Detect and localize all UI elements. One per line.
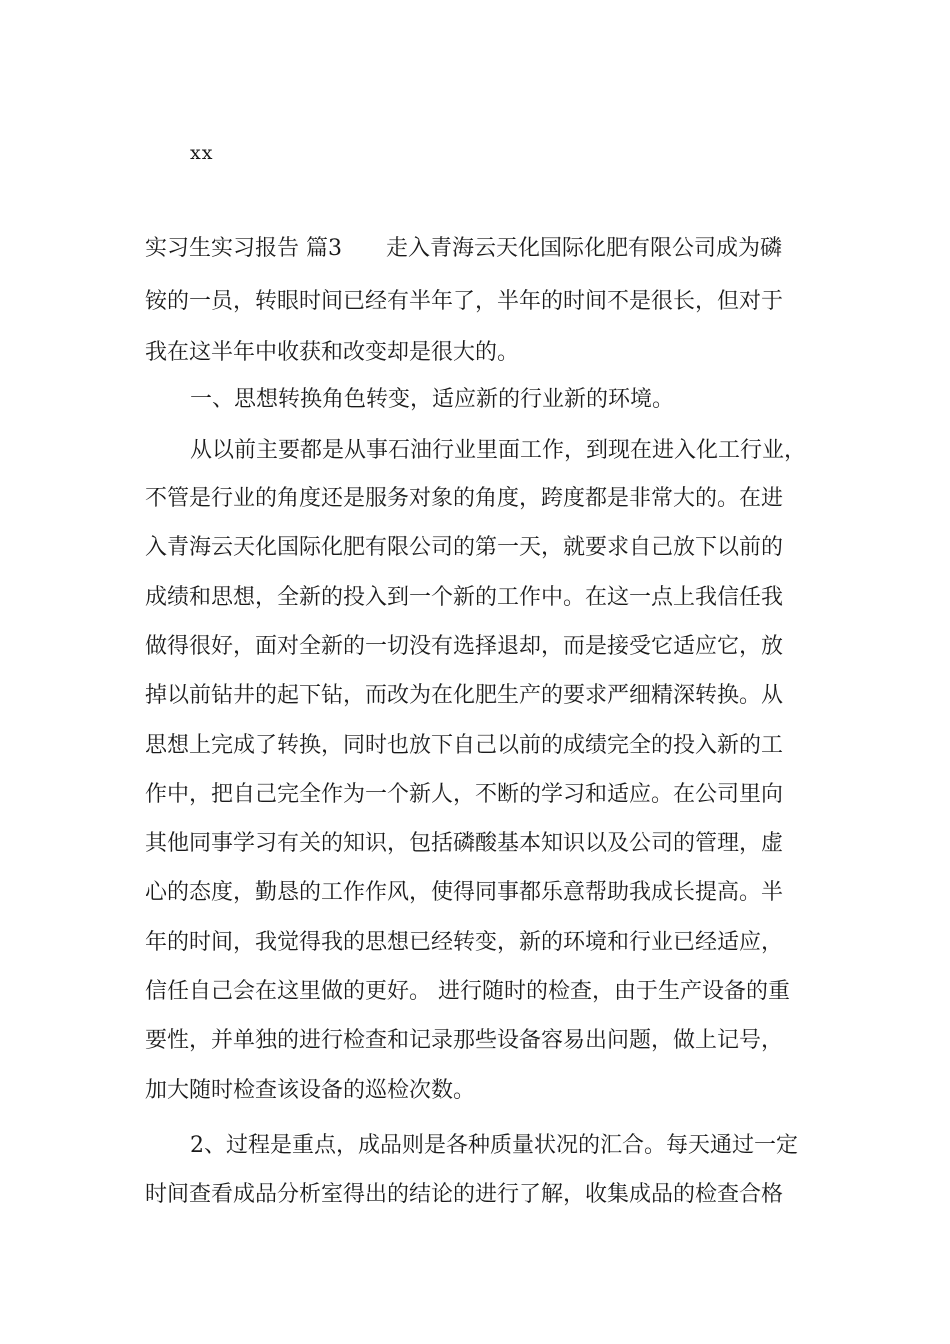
text-line: 不管是行业的角度还是服务对象的角度，跨度都是非常大的。在进 [145,486,784,511]
text-line: 成绩和思想，全新的投入到一个新的工作中。在这一点上我信任我 [145,585,784,610]
text-line: 信任自己会在这里做的更好。 进行随时的检查，由于生产设备的重 [145,979,790,1004]
text-line: 思想上完成了转换，同时也放下自己以前的成绩完全的投入新的工 [145,733,784,758]
text-line: 做得很好，面对全新的一切没有选择退却，而是接受它适应它，放 [145,634,784,659]
text-line: 我在这半年中收获和改变却是很大的。 [145,340,520,365]
text-line: 心的态度，勤恳的工作作风，使得同事都乐意帮助我成长提高。半 [145,880,784,905]
text-line: 年的时间，我觉得我的思想已经转变，新的环境和行业已经适应， [145,930,784,955]
text-line: 要性，并单独的进行检查和记录那些设备容易出问题，做上记号， [145,1028,784,1053]
text-line: 掉以前钻井的起下钻，而改为在化肥生产的要求严细精深转换。从 [145,683,784,708]
text-line: 加大随时检查该设备的巡检次数。 [145,1078,476,1103]
text-line: 时间查看成品分析室得出的结论的进行了解，收集成品的检查合格 [145,1182,784,1207]
section-heading: 一、思想转换角色转变，适应新的行业新的环境。 [190,387,675,412]
text-line: 作中，把自己完全作为一个新人，不断的学习和适应。在公司里向 [145,782,784,807]
text-line: 入青海云天化国际化肥有限公司的第一天，就要求自己放下以前的 [145,535,784,560]
text-line: 从以前主要都是从事石油行业里面工作，到现在进入化工行业， [190,438,807,463]
text-line: 铵的一员，转眼时间已经有半年了，半年的时间不是很长，但对于 [145,289,784,314]
section-heading: 2、过程是重点，成品则是各种质量状况的汇合。每天通过一定 [190,1133,798,1158]
text-line: 实习生实习报告 篇3 走入青海云天化国际化肥有限公司成为磷 [145,236,782,261]
text-line: 其他同事学习有关的知识，包括磷酸基本知识以及公司的管理，虚 [145,831,784,856]
header-mark: xx [190,142,214,164]
